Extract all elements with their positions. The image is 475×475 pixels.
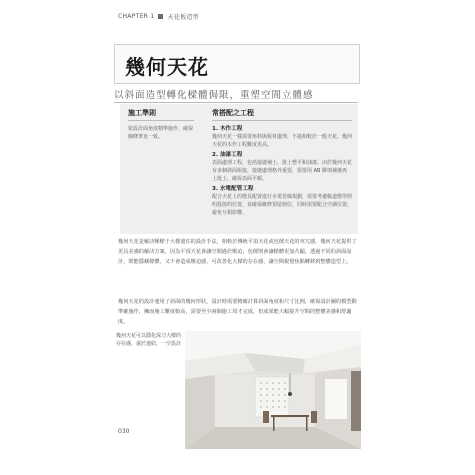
info-right-heading: 常搭配之工程 bbox=[212, 108, 352, 121]
chapter-header bbox=[118, 11, 199, 21]
interior-photo bbox=[185, 331, 361, 449]
chapter-square-icon bbox=[158, 14, 163, 19]
work-item-text: 表面處理工程，包括接縫補土、批土整平和油漆。由於幾何天花有多個斜面組接，接縫處理格外重要，需要用 AB 膠填補後再上批土，確保表面平順。 bbox=[212, 160, 353, 182]
info-box bbox=[120, 104, 358, 234]
info-left-text: 依設計面角度精準施作，確保線條筆直一致。 bbox=[128, 126, 194, 140]
info-right-column bbox=[212, 108, 352, 219]
page-number: 030 bbox=[118, 428, 130, 435]
subtitle: 以斜面造型轉化樑體侷限，重塑空間立體感 bbox=[114, 90, 314, 101]
work-item-text: 配合天花上的燈具配置進行水電管線規劃，需要考慮軌道燈等照明投射的位置，並確保維修預留到位，同時需要配合空調位置，避免互相影響。 bbox=[212, 194, 353, 216]
info-left-column bbox=[128, 108, 194, 141]
chapter-label: CHAPTER 1 bbox=[118, 12, 155, 20]
body-paragraph: 幾何天花的設計運用了斜面的幾何形狀，設計時需要精確計算斜面角度和尺寸比例，確保設計圖的模型動準確施作，擁而施工難度較高，需要至少兩個施工周才完成，但成果能大幅提升空間的整體美感和舒適度。 bbox=[118, 299, 357, 325]
title-box bbox=[114, 44, 360, 84]
work-item-title: 1. 木作工程 bbox=[212, 126, 243, 132]
photo-caption: 幾何天花可以隱化深刀大樑的存在感，還於連結，一空設計 bbox=[116, 333, 182, 347]
page-title: 幾何天花 bbox=[125, 55, 209, 79]
section-label: 天花板造型 bbox=[167, 13, 199, 21]
work-item-text: 幾何天花一樣需要角料與板材處理，不過相較於一般天花，幾何天花的木作工程難度更高。 bbox=[212, 134, 353, 148]
work-item-title: 2. 油漆工程 bbox=[212, 152, 243, 158]
subtitle-divider bbox=[114, 102, 358, 103]
info-left-heading: 施工準則 bbox=[128, 108, 194, 121]
work-item-title: 3. 水電配管工程 bbox=[212, 186, 254, 192]
body-paragraph: 幾何天花是解決壓樑于大樑遮住的設計手法，相較於傳統平頂天花或包樑天花的突兀感，幾何天花提供了更具美感的解決方案，因為平頂天花會讓空間過於壓迫，包樑則會讓樑體更加凸顯，透過不同的斜面設計，既能隱藏樑體，又不會造成壓迫感，可改善化大樑的存在感，讓空間視覺焦點轉移到整體造型上。 bbox=[118, 239, 357, 265]
